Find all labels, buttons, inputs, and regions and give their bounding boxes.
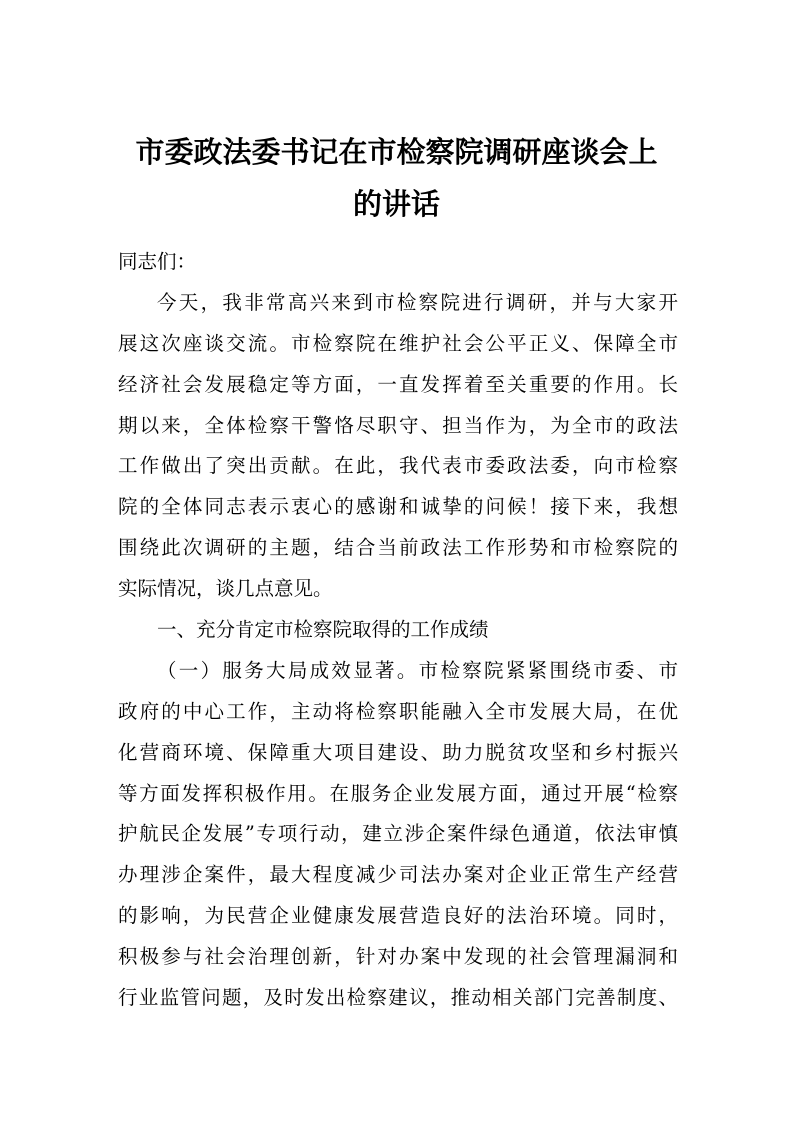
paragraph-line: 院的全体同志表示衷心的感谢和诚挚的问候！接下来，我想 <box>118 495 678 519</box>
paragraph-line: 今天，我非常高兴来到市检察院进行调研，并与大家开 <box>157 290 678 314</box>
paragraph-line: 期以来，全体检察干警恪尽职守、担当作为，为全市的政法 <box>118 413 678 437</box>
paragraph-line: 经济社会发展稳定等方面，一直发挥着至关重要的作用。长 <box>118 372 678 396</box>
paragraph-line: （一）服务大局成效显著。市检察院紧紧围绕市委、市 <box>157 658 678 682</box>
paragraph-line: 护航民企发展”专项行动，建立涉企案件绿色通道，依法审慎 <box>118 822 678 846</box>
paragraph-line: 积极参与社会治理创新，针对办案中发现的社会管理漏洞和 <box>118 945 678 969</box>
paragraph-line: 的影响，为民营企业健康发展营造良好的法治环境。同时， <box>118 904 678 928</box>
paragraph-line: 政府的中心工作，主动将检察职能融入全市发展大局，在优 <box>118 699 678 723</box>
document-body <box>118 242 678 1019</box>
section-heading <box>118 610 678 651</box>
paragraph-line: 展这次座谈交流。市检察院在维护社会公平正义、保障全市 <box>118 331 678 355</box>
heading-line: 一、充分肯定市检察院取得的工作成绩 <box>157 618 489 642</box>
paragraph-line: 围绕此次调研的主题，结合当前政法工作形势和市检察院的 <box>118 536 678 560</box>
paragraph-service <box>118 651 678 1019</box>
title-line: 的讲话 <box>352 187 440 221</box>
paragraph-line: 行业监管问题，及时发出检察建议，推动相关部门完善制度、 <box>118 986 678 1010</box>
paragraph-opening <box>118 283 678 610</box>
paragraph-line: 工作做出了突出贡献。在此，我代表市委政法委，向市检察 <box>118 454 678 478</box>
paragraph-line: 办理涉企案件，最大程度减少司法办案对企业正常生产经营 <box>118 863 678 887</box>
paragraph-line: 等方面发挥积极作用。在服务企业发展方面，通过开展“检察 <box>118 781 678 805</box>
paragraph-line: 实际情况，谈几点意见。 <box>118 577 333 601</box>
document-title <box>110 126 683 230</box>
title-line: 市委政法委书记在市检察院调研座谈会上 <box>135 135 658 169</box>
paragraph-line: 化营商环境、保障重大项目建设、助力脱贫攻坚和乡村振兴 <box>118 740 678 764</box>
salutation: 同志们： <box>118 250 197 273</box>
